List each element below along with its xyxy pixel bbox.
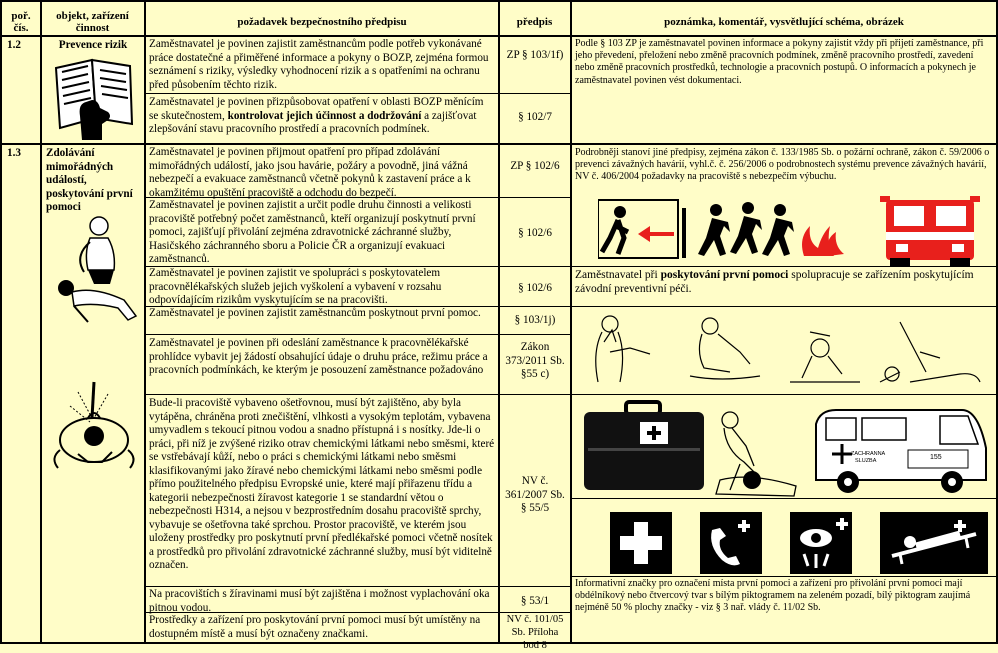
- header-object: objekt, zařízení činnost: [56, 10, 129, 34]
- section-13-regulation-1: ZP § 102/6: [510, 160, 560, 172]
- section-13-object: Zdolávání mimořádných událostí, poskytování první pomoci: [46, 147, 133, 213]
- section-13-requirement-8: Prostředky a zařízení pro poskytování první pomoci musí být umístěny na dostupném místě a musí být označeny značkami.: [149, 614, 481, 640]
- eye-wash-sign-icon: [790, 512, 852, 574]
- section-13-note-2: Zaměstnavatel při poskytování první pomoci spolupracuje se zařízením poskytujícím závodní preventivní péči.: [575, 269, 974, 295]
- section-13-regulation-7: § 53/1: [520, 595, 550, 607]
- note-sep: [570, 306, 996, 307]
- cpr-illustration: [700, 410, 800, 498]
- row-sep: [144, 334, 570, 335]
- first-aid-signs-row: [610, 512, 990, 574]
- section-13-note-1: Podrobněji stanoví jiné předpisy, zejména zákon č. 133/1985 Sb. o požární ochraně, zákon č. 59/2006 o prevenci závažných havárií, vyhl.č. č. 256/2006 o podrobnostech systému prevence závažných havárií, NV č. 406/2004 požadavky na pracoviště s nebezpečím výbuchu.: [575, 147, 990, 183]
- section-12-regulation-1: ZP § 103/1f): [506, 49, 564, 61]
- note-sep: [570, 394, 996, 395]
- section-13-regulation-3: § 102/6: [518, 282, 552, 294]
- section-12-object: Prevence rizik: [58, 39, 128, 51]
- header-number: poř. čís.: [11, 10, 31, 34]
- ambulance-text-1: ZÁCHRANNÁ: [851, 451, 886, 457]
- header-requirement: požadavek bezpečnostního předpisu: [237, 16, 407, 28]
- row-sep: [144, 394, 570, 395]
- book-hand-icon: [52, 54, 136, 140]
- header-regulation: předpis: [516, 16, 553, 28]
- section-13-requirement-1: Zaměstnavatel je povinen přijmout opatření pro případ zdolávání mimořádných událostí, jako jsou havárie, požáry a povodně, jiná vážná nebezpečí a evakuace zaměstnanců včetně pokynů k zastavení práce a k okamžitému opuštění pracoviště a odchodu do bezpečí.: [149, 146, 471, 199]
- header-note: poznámka, komentář, vysvětlující schéma, obrázek: [664, 16, 904, 28]
- section-12-requirement-2: Zaměstnavatel je povinen přizpůsobovat opatření v oblasti BOZP měnícím se skutečnostem, kontrolovat jejich účinnost a dodržování a zajišťovat zlepšování stavu pracovního prostředí a pracovních podmínek.: [149, 96, 484, 135]
- evacuation-sign-icon: [598, 198, 860, 262]
- note-sep: [570, 498, 996, 499]
- section-12-note: Podle § 103 ZP je zaměstnavatel povinen informace a pokyny zajistit vždy při přijetí zaměstnance, při jeho převedení, přeložení nebo změně pracovních podmínek, změně pracovního prostředí, zavedení nebo změně pracovních prostředků, technologie a pracovních postupů. O informacích a pokynech je zaměstnavatel povinen vést dokumentaci.: [575, 38, 984, 86]
- section-13-requirement-2: Zaměstnavatel je povinen zajistit a určit podle druhu činnosti a velikosti pracoviště potřebný počet zaměstnanců, kteří organizují poskytnutí první pomoci, zajišťují přivolání zejména zdravotnické záchranné služby, Hasičského záchranného sboru a Policie ČR a organizují evakuaci zaměstnanců.: [149, 199, 476, 265]
- section-13-regulation-8: NV č. 101/05 Sb. Příloha bod 8: [506, 614, 564, 651]
- emergency-phone-sign-icon: [700, 512, 762, 574]
- section-13-note-3: Informativní značky pro označení místa první pomoci a zařízení pro přivolání první pomoci mají obdélníkový nebo čtvercový tvar s bílým piktogramem na zeleném pozadí, bílý piktogram zaujímá nejméně 50 % plochy značky - viz § 3 nař. vlády č. 11/02 Sb.: [575, 578, 971, 614]
- section-13-requirement-6: Bude-li pracoviště vybaveno ošetřovnou, musí být zajištěno, aby byla vytápěna, chráněna proti znečištění, vlhkosti a vysokým teplotám, vybavena umyvadlem s tekoucí pitnou vodou a snadno přístupná i s nosítky. Jde-li o práci, při níž je zvýšené riziko otrav chemickými látkami nebo směsmi, které se vstřebávají kůží, nebo o práci s chemickými látkami nebo směsmi klasifikovanými jako žíravé nebo chemickými látkami nebo směsmi podle přímo použitelného předpisu Evropské unie, které mají přiřazenu třídu a kategorii nebezpečnosti žíravost kategorie 1 se standardní větou o nebezpečnosti H314, a nejsou v bezprostředním dosahu pracoviště sprchy, vybavuje se ošetřovna také sprchou. Prostor pracoviště, ve kterém jsou uloženy prostředky pro poskytnutí první předlékařské pomoci včetně nosítek a prostředků pro přivolání zdravotnické záchranné služby, musí být viditelně označen.: [149, 397, 495, 571]
- fire-truck-icon: [880, 196, 984, 268]
- section-12-regulation-2: § 102/7: [518, 111, 552, 123]
- section-13-requirement-5: Zaměstnavatel je povinen při odeslání zaměstnance k pracovnělékařské prohlídce vybavit jej žádostí obsahující údaje o druhu práce, režimu práce a pracovních podmínkách, ke kterým je posouzení zaměstnance požadováno: [149, 337, 488, 376]
- col-line-0: [0, 0, 2, 644]
- section-13-regulation-4: § 103/1j): [514, 314, 556, 326]
- section-13-requirement-3: Zaměstnavatel je povinen zajistit ve spolupráci s poskytovatelem pracovnělékařských služeb jejich vyškolení a vybavení v rozsahu odpovídajícím rizikům vyskytujícím se na pracovišti.: [149, 267, 442, 306]
- row-sep: [144, 93, 570, 94]
- first-aid-person-icon: [44, 212, 142, 324]
- section-13-regulation-2: § 102/6: [518, 227, 552, 239]
- section-12-number: 1.2: [7, 39, 21, 51]
- first-aid-kit-icon: [582, 400, 708, 494]
- first-aid-cross-sign-icon: [610, 512, 672, 574]
- ambulance-number: 155: [930, 454, 942, 461]
- section-13-regulation-6: NV č. 361/2007 Sb. § 55/5: [505, 475, 565, 514]
- section-13-requirement-7: Na pracovištích s žíravinami musí být zajištěna i možnost vyplachování oka pitnou vodou.: [149, 588, 490, 614]
- stretcher-sign-icon: [880, 512, 988, 574]
- section-13-number: 1.3: [7, 147, 21, 159]
- col-line-1: [40, 0, 42, 644]
- ambulance-text-2: SLUŽBA: [855, 458, 877, 464]
- section-12-requirement-1: Zaměstnavatel je povinen zajistit zaměstnancům podle potřeb vykonávané práce dostatečné a přiměřené informace a pokyny o BOZP, zejména formou seznámení s riziky, výsledky vyhodnocení rizik a s opatřeními na ochranu před působením těchto rizik.: [149, 38, 489, 91]
- col-line-4: [570, 0, 572, 644]
- first-aid-procedure-illustrations: [580, 312, 990, 392]
- eye-wash-station-icon: [48, 378, 140, 470]
- section-13-regulation-5: Zákon 373/2011 Sb. §55 c): [505, 341, 565, 380]
- section-13-requirement-4: Zaměstnavatel je povinen zajistit zaměstnancům poskytnout první pomoc.: [149, 307, 481, 319]
- ambulance-icon: [812, 404, 990, 496]
